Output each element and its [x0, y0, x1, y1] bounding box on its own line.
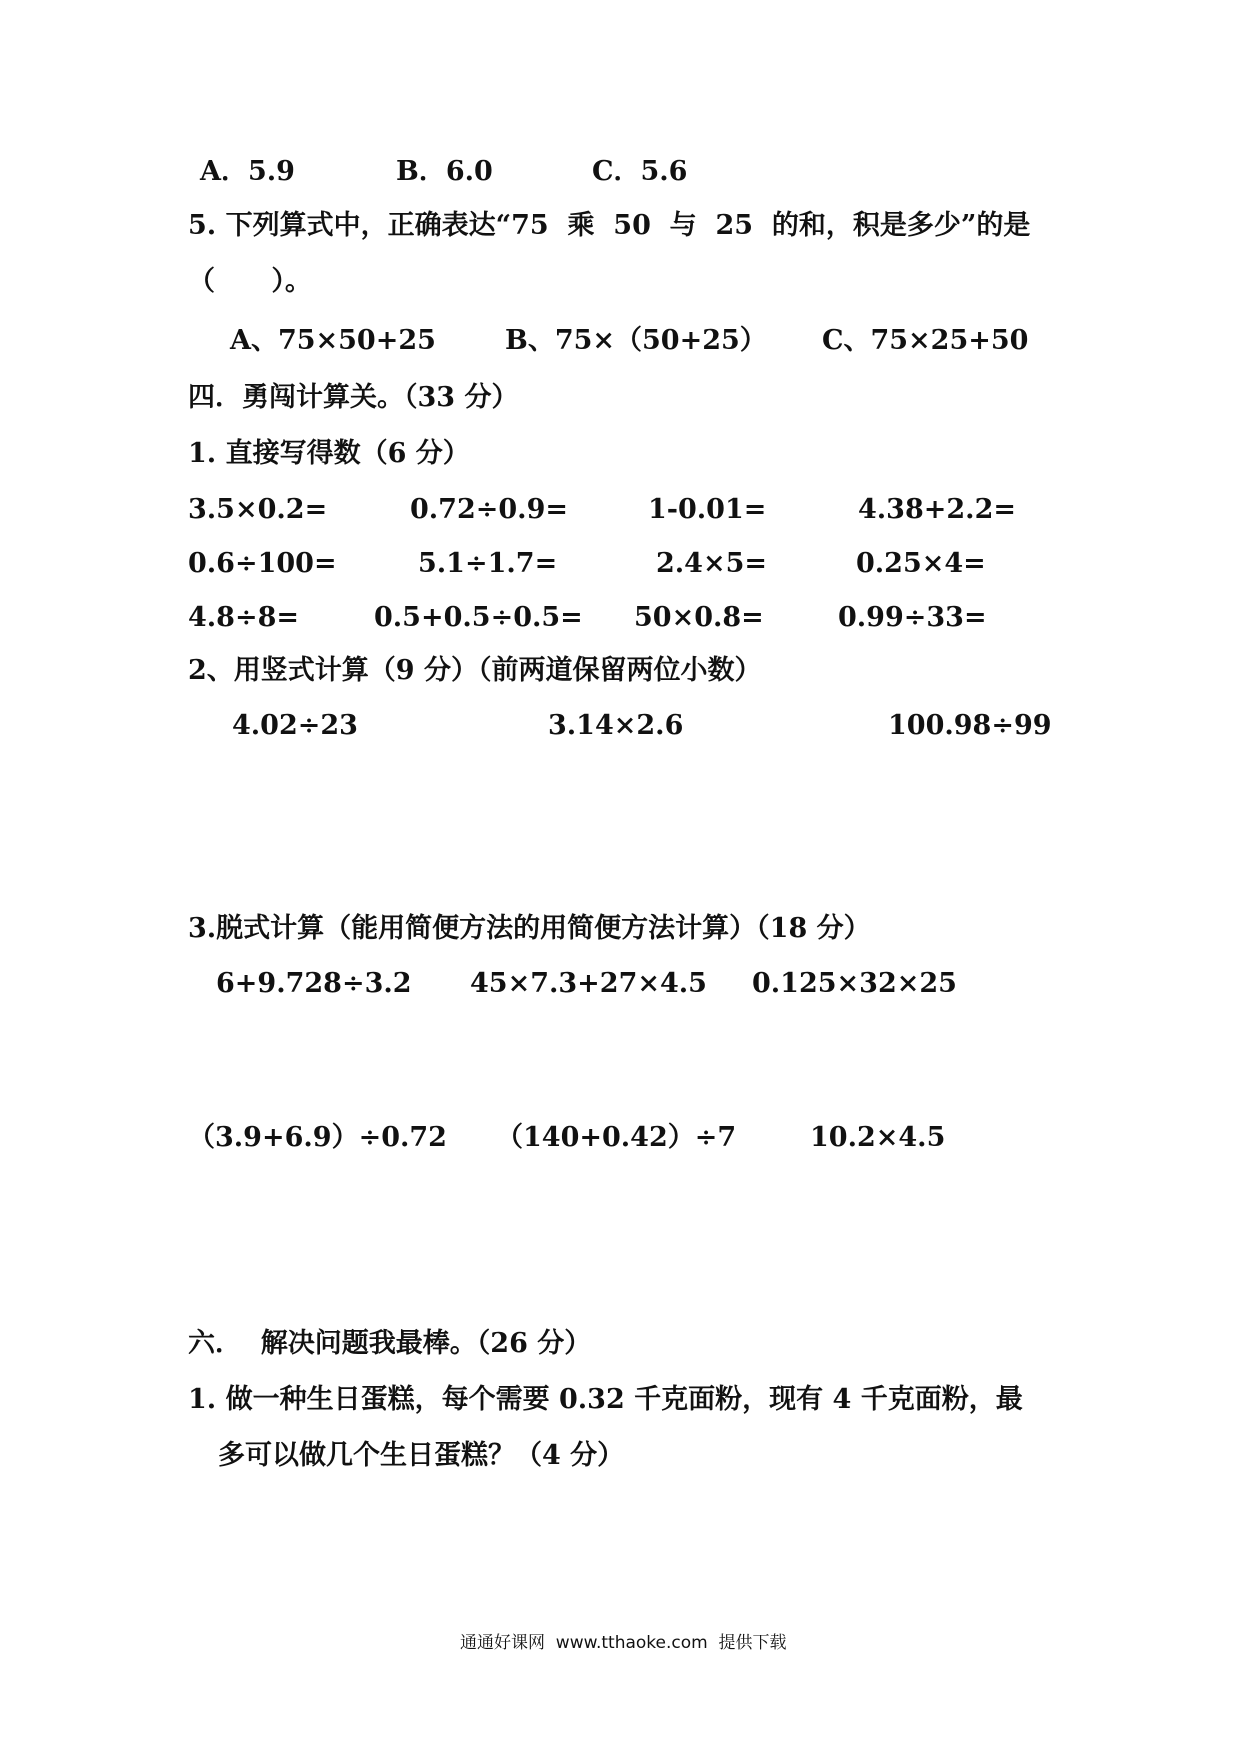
oral-calc-1-4: 4.38+2.2=: [858, 494, 1016, 525]
oral-calc-1-2: 0.72÷0.9=: [410, 494, 568, 525]
q5-question-line2: （ ）。: [188, 266, 312, 297]
q4-option-b: B．6.0: [396, 156, 493, 187]
vertical-calc-2: 3.14×2.6: [548, 710, 684, 741]
page-footer: 通通好课网 www.tthaoke.com 提供下载: [460, 1633, 787, 1653]
sub3-title: 3.脱式计算（能用简便方法的用简便方法计算）（18 分）: [188, 913, 871, 944]
q5-question-line1: 5. 下列算式中，正确表达“75 乘 50 与 25 的和，积是多少”的是: [188, 210, 1031, 241]
stepwise-calc-1: 6+9.728÷3.2: [216, 968, 412, 999]
q5-option-a: A、75×50+25: [230, 325, 436, 356]
sub2-title: 2、用竖式计算（9 分）（前两道保留两位小数）: [188, 655, 762, 686]
q4-option-c: C．5.6: [592, 156, 688, 187]
oral-calc-3-4: 0.99÷33=: [838, 602, 987, 633]
q5-option-b: B、75×（50+25）: [505, 325, 767, 356]
oral-calc-1-3: 1-0.01=: [648, 494, 767, 525]
problem1-line1: 1. 做一种生日蛋糕，每个需要 0.32 千克面粉，现有 4 千克面粉，最: [188, 1384, 1023, 1415]
sub1-title: 1. 直接写得数（6 分）: [188, 438, 470, 469]
problem1-line2: 多可以做几个生日蛋糕？（4 分）: [218, 1440, 625, 1471]
oral-calc-3-3: 50×0.8=: [634, 602, 764, 633]
oral-calc-3-1: 4.8÷8=: [188, 602, 300, 633]
oral-calc-2-1: 0.6÷100=: [188, 548, 337, 579]
oral-calc-1-1: 3.5×0.2=: [188, 494, 328, 525]
oral-calc-2-4: 0.25×4=: [856, 548, 986, 579]
vertical-calc-1: 4.02÷23: [232, 710, 358, 741]
q5-option-c: C、75×25+50: [822, 325, 1029, 356]
section6-title: 六． 解决问题我最棒。（26 分）: [188, 1328, 592, 1359]
stepwise-calc-4: （3.9+6.9）÷0.72: [188, 1122, 447, 1153]
q4-option-a: A．5.9: [200, 156, 295, 187]
oral-calc-3-2: 0.5+0.5÷0.5=: [374, 602, 583, 633]
stepwise-calc-6: 10.2×4.5: [810, 1122, 946, 1153]
vertical-calc-3: 100.98÷99: [888, 710, 1052, 741]
stepwise-calc-5: （140+0.42）÷7: [496, 1122, 737, 1153]
section4-title: 四．勇闯计算关。（33 分）: [188, 382, 519, 413]
stepwise-calc-2: 45×7.3+27×4.5: [470, 968, 707, 999]
oral-calc-2-2: 5.1÷1.7=: [418, 548, 558, 579]
oral-calc-2-3: 2.4×5=: [656, 548, 768, 579]
stepwise-calc-3: 0.125×32×25: [752, 968, 957, 999]
